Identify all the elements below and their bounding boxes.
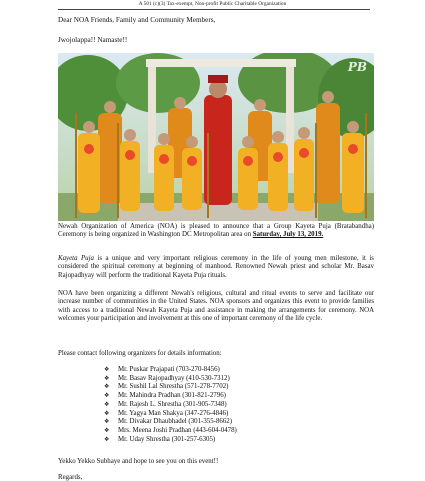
noa-paragraph: NOA have been organizing a different Newah's religious, cultural and ritual events to serve and facilitate our increase number of communities in the United States. NOA sponsors and organizes this event to provide families with access to a traditional Newah Kayeta Puja and assistance in making the arrangements for ceremony. NOA welcomes your participation and involvement at this one of important ceremony of the life cycle. [58,290,374,323]
list-item [104,392,237,401]
contact-text: Mr. Divakar Dhaubhadel (301-355-8662) [118,418,233,426]
kayeta-term: Kayeta Puja [58,255,94,262]
header-divider [58,9,370,10]
photo-illustration [58,53,374,221]
list-item [104,427,237,436]
diamond-bullet-icon: ❖ [104,367,110,373]
contact-text: Mr. Uday Shrestha (301-257-6305) [118,435,216,443]
list-item [104,436,237,445]
list-item [104,383,237,392]
contact-intro: Please contact following organizers for details information: [58,350,222,357]
list-item [104,418,237,427]
salutation: Dear NOA Friends, Family and Community Members, [58,16,216,24]
contact-text: Mr. Puskar Prajapati (703-270-8456) [118,366,220,373]
kayeta-text: is a unique and very important religious ceremony in the life of young men milestone, it is considered the spiritual ceremony at beginning of manhood. Renowned Newah priest and scholar Mr. Basav Rajopadhyay will perform the traditional Kayeta Puja rituals. [58,255,374,279]
contact-text: Mr. Basav Rajopadhyay (410-530-7312) [118,374,230,382]
list-item [104,410,237,419]
sign-off: Regards, [58,474,83,481]
diamond-bullet-icon: ❖ [104,427,110,434]
kayeta-paragraph [58,255,374,280]
diamond-bullet-icon: ❖ [104,393,110,400]
diamond-bullet-icon: ❖ [104,410,110,417]
intro-paragraph [58,223,374,240]
photographer-watermark: PB [347,60,367,74]
greeting: Jwojolappa!! Namaste!! [58,36,128,44]
event-date: Saturday, July 13, 2019. [252,231,324,239]
contact-text: Mr. Sushil Lal Shrestha (571-278-7702) [118,383,229,391]
organizer-contact-list [104,366,237,444]
list-item [104,401,237,410]
diamond-bullet-icon: ❖ [104,401,110,408]
diamond-bullet-icon: ❖ [104,419,110,426]
group-ceremony-photo [58,53,374,221]
diamond-bullet-icon: ❖ [104,375,110,382]
diamond-bullet-icon: ❖ [104,384,110,391]
contact-text: Mrs. Meena Joshi Pradhan (443-604-0478) [118,426,237,434]
intro-text: Newah Organization of America (NOA) is pleased to announce that a Group Kayeta Puja (Bratabandha) Ceremony is being organized in Washington DC Metropolitan area on [58,223,374,239]
contact-text: Mr. Mahindra Pradhan (301-821-2796) [118,392,226,400]
contact-text: Mr. Rajesh L. Shrestha (301-905-7348) [118,400,227,408]
list-item [104,366,237,375]
diamond-bullet-icon: ❖ [104,436,110,443]
closing-line: Yekko Yekko Subhaye and hope to see you on this event!! [58,458,219,465]
contact-text: Mr. Yagya Man Shakya (347-276-4846) [118,409,229,417]
list-item [104,375,237,384]
organization-status-note: A 501 (c)(3) Tax-exempt, Non-profit Public Charitable Organization [138,1,287,7]
